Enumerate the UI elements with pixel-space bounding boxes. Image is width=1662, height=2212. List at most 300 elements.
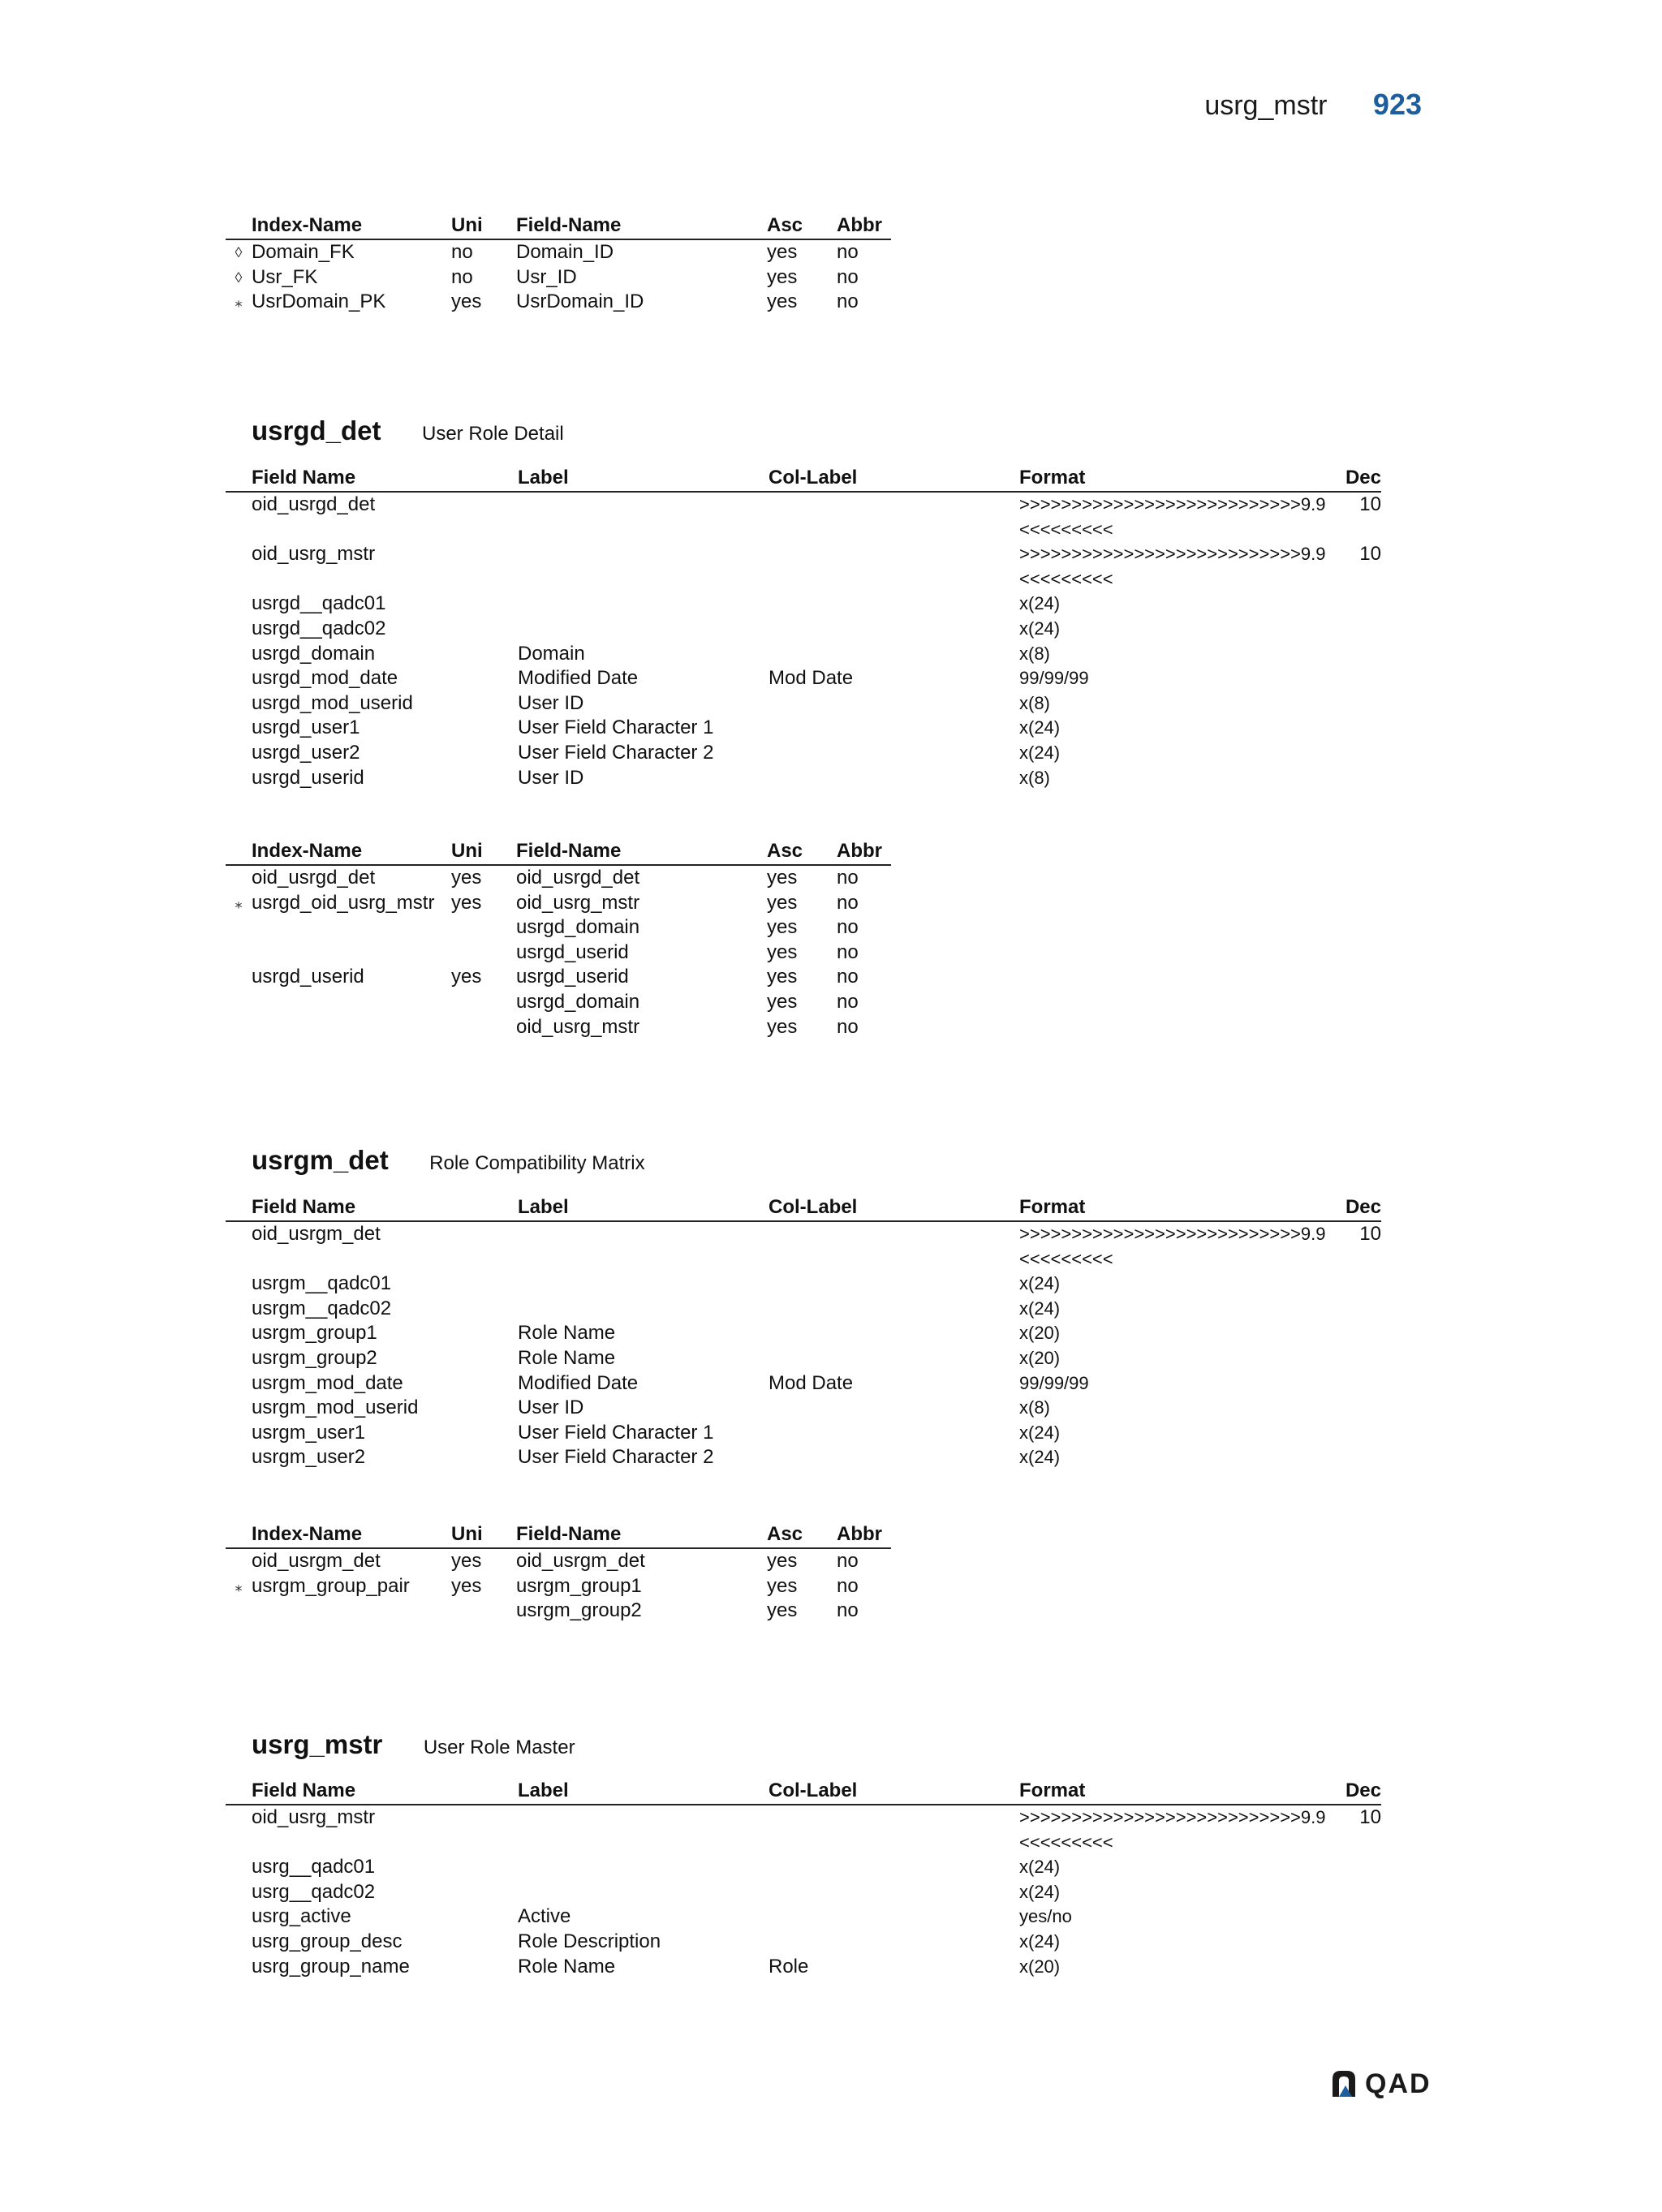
field-label: [518, 542, 769, 592]
abbreviated-flag: no: [837, 1574, 859, 1597]
unique-flag: [451, 1015, 516, 1040]
index-name: UsrDomain_PK: [252, 290, 386, 313]
index-name: usrgd_userid: [252, 966, 364, 988]
field-name: oid_usrgd_det: [252, 493, 376, 515]
field-col-label: [769, 1805, 1019, 1855]
field-decimals: [1326, 741, 1381, 766]
field-col-label: [769, 1855, 1019, 1880]
field-name: usrgm_mod_date: [252, 1371, 403, 1394]
field-row: [226, 1272, 1381, 1297]
row-marker: [226, 1445, 252, 1470]
ascending-flag: yes: [767, 290, 798, 313]
abbreviated-flag: no: [837, 966, 859, 988]
unique-flag: yes: [451, 966, 482, 988]
col-header-col-label: Col-Label: [769, 1194, 1019, 1221]
row-marker: [226, 1599, 252, 1624]
ascending-flag: yes: [767, 966, 798, 988]
field-label: [518, 1855, 769, 1880]
ascending-flag: yes: [767, 265, 798, 288]
field-format: x(20): [1019, 1956, 1061, 1977]
field-format: >>>>>>>>>>>>>>>>>>>>>>>>>>>9.9<<<<<<<<<: [1019, 544, 1326, 589]
abbreviated-flag: no: [837, 265, 859, 288]
table-name: usrg_mstr: [252, 1729, 383, 1759]
header-row: [226, 838, 891, 865]
field-row: [226, 1221, 1381, 1272]
field-decimals: [1326, 1904, 1381, 1930]
field-table-usrg-mstr: [226, 1778, 1381, 1979]
field-name: usrgm_mod_userid: [252, 1396, 419, 1419]
index-name: oid_usrgm_det: [252, 1550, 381, 1572]
ascending-flag: yes: [767, 940, 798, 963]
field-col-label: [769, 766, 1019, 791]
field-format: x(24): [1019, 618, 1061, 639]
row-marker: [226, 1805, 252, 1855]
abbreviated-flag: no: [837, 1550, 859, 1572]
abbreviated-flag: no: [837, 1599, 859, 1622]
field-format: x(20): [1019, 1347, 1061, 1368]
header-row: [226, 1778, 1381, 1805]
field-label: [518, 492, 769, 542]
field-format: x(24): [1019, 1857, 1061, 1878]
field-label: [518, 592, 769, 617]
field-name: oid_usrg_mstr: [252, 1806, 376, 1828]
qad-logo-icon: [1328, 2068, 1360, 2100]
col-header-label: Label: [518, 1194, 769, 1221]
field-format: x(24): [1019, 1881, 1061, 1902]
ascending-flag: yes: [767, 1550, 798, 1572]
field-col-label: [769, 1221, 1019, 1272]
field-col-label: [769, 1930, 1019, 1955]
field-row: [226, 666, 1381, 691]
header-row: [226, 465, 1381, 492]
field-decimals: [1326, 1297, 1381, 1322]
field-format: x(24): [1019, 593, 1061, 614]
field-col-label: Mod Date: [769, 1371, 854, 1394]
field-row: [226, 766, 1381, 791]
row-marker: [226, 1396, 252, 1421]
field-name: oid_usrgm_det: [252, 1223, 381, 1245]
field-decimals: 10: [1359, 543, 1381, 566]
field-format: x(24): [1019, 1930, 1061, 1952]
field-decimals: [1326, 642, 1381, 667]
field-decimals: 10: [1359, 493, 1381, 515]
index-row: [226, 265, 891, 290]
field-decimals: [1326, 1272, 1381, 1297]
field-row: [226, 1371, 1381, 1396]
col-header-abbr: Abbr: [837, 1521, 891, 1548]
field-name: usrgd_mod_date: [252, 667, 398, 690]
abbreviated-flag: no: [837, 867, 859, 889]
field-col-label: [769, 1346, 1019, 1371]
col-header-field-name: Field-Name: [516, 838, 767, 865]
field-name: usrgd__qadc01: [252, 592, 386, 615]
field-decimals: [1326, 1955, 1381, 1980]
field-decimals: 10: [1359, 1806, 1381, 1828]
field-name: Usr_ID: [516, 265, 577, 288]
field-row: [226, 1955, 1381, 1980]
foreign-key-marker: ◊: [235, 269, 243, 286]
abbreviated-flag: no: [837, 916, 859, 939]
field-row: [226, 542, 1381, 592]
index-table-usrgd-det: [226, 838, 891, 1039]
field-name: usrgd_userid: [516, 966, 629, 988]
field-decimals: [1326, 1321, 1381, 1346]
running-header: [0, 88, 1422, 122]
field-format: x(24): [1019, 1298, 1061, 1319]
col-header-field-name: Field Name: [252, 1194, 518, 1221]
row-marker: [226, 1421, 252, 1446]
field-label: User Field Character 2: [518, 1446, 714, 1469]
field-format: x(24): [1019, 742, 1061, 763]
field-format: x(24): [1019, 717, 1061, 738]
field-name: usrg__qadc01: [252, 1856, 376, 1878]
col-header-field-name: Field-Name: [516, 213, 767, 239]
table-heading-usrgd-det: [252, 415, 564, 446]
field-format: >>>>>>>>>>>>>>>>>>>>>>>>>>>9.9<<<<<<<<<: [1019, 1224, 1326, 1269]
row-marker: [226, 865, 252, 891]
marker-header: [226, 213, 252, 239]
row-marker: [226, 990, 252, 1015]
col-header-label: Label: [518, 465, 769, 492]
field-label: Role Name: [518, 1346, 616, 1369]
field-decimals: 10: [1359, 1223, 1381, 1245]
field-col-label: [769, 1445, 1019, 1470]
field-row: [226, 1930, 1381, 1955]
field-name: oid_usrgd_det: [516, 867, 640, 889]
index-name: [252, 990, 451, 1015]
field-row: [226, 1805, 1381, 1855]
row-marker: [226, 542, 252, 592]
field-row: [226, 1904, 1381, 1930]
index-row: [226, 990, 891, 1015]
field-label: [518, 1805, 769, 1855]
field-name: usrgm_user2: [252, 1446, 366, 1469]
field-label: Role Name: [518, 1955, 616, 1977]
field-col-label: [769, 1880, 1019, 1905]
row-marker: [226, 1221, 252, 1272]
field-decimals: [1326, 716, 1381, 741]
index-name: Domain_FK: [252, 241, 355, 263]
index-name: [252, 1599, 451, 1624]
abbreviated-flag: no: [837, 990, 859, 1013]
field-format: yes/no: [1019, 1906, 1072, 1927]
row-marker: [226, 1297, 252, 1322]
field-decimals: [1326, 1930, 1381, 1955]
table-heading-usrgm-det: [252, 1145, 645, 1176]
index-name: oid_usrgd_det: [252, 867, 376, 889]
qad-logo: [1328, 2068, 1432, 2100]
unique-flag: yes: [451, 1550, 482, 1572]
field-name: Domain_ID: [516, 241, 614, 263]
index-row: [226, 940, 891, 966]
abbreviated-flag: no: [837, 290, 859, 313]
marker-header: [226, 838, 252, 865]
unique-flag: [451, 990, 516, 1015]
col-header-abbr: Abbr: [837, 838, 891, 865]
field-format: x(8): [1019, 643, 1050, 664]
header-row: [226, 1521, 891, 1548]
col-header-field-name: Field-Name: [516, 1521, 767, 1548]
field-col-label: [769, 716, 1019, 741]
field-row: [226, 1445, 1381, 1470]
field-decimals: [1326, 666, 1381, 691]
col-header-col-label: Col-Label: [769, 465, 1019, 492]
unique-flag: yes: [451, 290, 482, 313]
ascending-flag: yes: [767, 1599, 798, 1622]
field-label: [518, 617, 769, 642]
field-row: [226, 1880, 1381, 1905]
unique-flag: [451, 1599, 516, 1624]
field-col-label: [769, 592, 1019, 617]
abbreviated-flag: no: [837, 891, 859, 914]
row-marker: [226, 1015, 252, 1040]
field-label: User Field Character 1: [518, 1421, 714, 1444]
index-name: [252, 940, 451, 966]
index-row: [226, 1574, 891, 1599]
col-header-asc: Asc: [767, 213, 837, 239]
field-row: [226, 642, 1381, 667]
field-row: [226, 691, 1381, 717]
index-name: usrgd_oid_usrg_mstr: [252, 891, 435, 914]
unique-flag: yes: [451, 891, 482, 914]
ascending-flag: yes: [767, 867, 798, 889]
table-heading-usrg-mstr: [252, 1729, 575, 1760]
field-table-usrgm-det: [226, 1194, 1381, 1470]
ascending-flag: yes: [767, 990, 798, 1013]
logo-wordmark: QAD: [1365, 2068, 1432, 2099]
col-header-field-name: Field Name: [252, 465, 518, 492]
field-col-label: [769, 492, 1019, 542]
field-table-usrgd-det: [226, 465, 1381, 790]
field-decimals: [1326, 1346, 1381, 1371]
col-header-field-name: Field Name: [252, 1778, 518, 1805]
row-marker: [226, 915, 252, 940]
field-col-label: Role: [769, 1955, 809, 1977]
index-name: Usr_FK: [252, 265, 318, 288]
field-format: x(20): [1019, 1323, 1061, 1344]
field-format: >>>>>>>>>>>>>>>>>>>>>>>>>>>9.9<<<<<<<<<: [1019, 1807, 1326, 1853]
row-marker: [226, 1880, 252, 1905]
field-format: x(24): [1019, 1273, 1061, 1294]
field-name: oid_usrg_mstr: [252, 543, 376, 566]
field-row: [226, 617, 1381, 642]
col-header-uni: Uni: [451, 213, 516, 239]
field-name: usrgm__qadc02: [252, 1297, 392, 1319]
field-format: 99/99/99: [1019, 668, 1089, 689]
index-row: [226, 239, 891, 265]
field-name: usrg_group_desc: [252, 1930, 403, 1952]
field-decimals: [1326, 1880, 1381, 1905]
field-col-label: [769, 1297, 1019, 1322]
field-col-label: Mod Date: [769, 667, 854, 690]
row-marker: [226, 1855, 252, 1880]
col-header-label: Label: [518, 1778, 769, 1805]
row-marker: [226, 1955, 252, 1980]
row-marker: [226, 666, 252, 691]
field-name: oid_usrg_mstr: [516, 1015, 640, 1038]
field-row: [226, 741, 1381, 766]
marker-header: [226, 1778, 252, 1805]
field-decimals: [1326, 766, 1381, 791]
field-label: Active: [518, 1905, 571, 1928]
field-label: User Field Character 1: [518, 717, 714, 739]
field-row: [226, 1297, 1381, 1322]
primary-key-marker: ⁎: [235, 1577, 243, 1594]
field-name: usrg_active: [252, 1905, 351, 1928]
primary-key-marker: ⁎: [235, 894, 243, 911]
row-marker: [226, 1371, 252, 1396]
field-name: usrgd_domain: [516, 916, 640, 939]
row-marker: [226, 1904, 252, 1930]
marker-header: [226, 1194, 252, 1221]
field-name: usrgd_mod_userid: [252, 691, 413, 714]
row-marker: [226, 1321, 252, 1346]
foreign-key-marker: ◊: [235, 244, 243, 260]
field-name: usrgd_domain: [252, 642, 376, 665]
field-format: x(8): [1019, 1397, 1050, 1418]
field-col-label: [769, 691, 1019, 717]
unique-flag: yes: [451, 867, 482, 889]
col-header-uni: Uni: [451, 1521, 516, 1548]
field-label: Modified Date: [518, 667, 639, 690]
field-label: User ID: [518, 1396, 584, 1419]
field-name: UsrDomain_ID: [516, 290, 644, 313]
table-name: usrgm_det: [252, 1145, 389, 1175]
field-label: [518, 1880, 769, 1905]
index-table-usrgm-det: [226, 1521, 891, 1624]
field-name: usrgm_user1: [252, 1421, 366, 1444]
col-header-index-name: Index-Name: [252, 838, 451, 865]
col-header-format: Format: [1019, 1778, 1326, 1805]
header-row: [226, 213, 891, 239]
field-label: User ID: [518, 766, 584, 789]
field-decimals: [1326, 1855, 1381, 1880]
field-format: x(8): [1019, 767, 1050, 788]
index-row: [226, 891, 891, 916]
col-header-uni: Uni: [451, 838, 516, 865]
field-row: [226, 1855, 1381, 1880]
row-marker: [226, 965, 252, 990]
row-marker: [226, 642, 252, 667]
field-col-label: [769, 642, 1019, 667]
field-label: [518, 1221, 769, 1272]
table-description: Role Compatibility Matrix: [429, 1152, 645, 1174]
field-format: x(8): [1019, 692, 1050, 713]
unique-flag: yes: [451, 1574, 482, 1597]
field-row: [226, 716, 1381, 741]
marker-header: [226, 465, 252, 492]
field-label: [518, 1272, 769, 1297]
table-description: User Role Master: [423, 1736, 575, 1758]
field-col-label: [769, 741, 1019, 766]
field-name: usrgm__qadc01: [252, 1272, 392, 1295]
field-row: [226, 1346, 1381, 1371]
field-col-label: [769, 1421, 1019, 1446]
index-row: [226, 1548, 891, 1574]
field-label: User ID: [518, 691, 584, 714]
field-name: usrgm_group2: [516, 1599, 642, 1622]
page-number: 923: [1372, 88, 1422, 121]
field-label: Modified Date: [518, 1371, 639, 1394]
field-name: usrgd_user2: [252, 741, 360, 764]
index-row: [226, 965, 891, 990]
ascending-flag: yes: [767, 891, 798, 914]
row-marker: [226, 592, 252, 617]
field-label: Domain: [518, 642, 585, 665]
ascending-flag: yes: [767, 241, 798, 263]
field-col-label: [769, 1904, 1019, 1930]
primary-key-marker: ⁎: [235, 294, 243, 311]
row-marker: [226, 940, 252, 966]
field-decimals: [1326, 592, 1381, 617]
field-name: oid_usrg_mstr: [516, 891, 640, 914]
abbreviated-flag: no: [837, 940, 859, 963]
field-decimals: [1326, 1421, 1381, 1446]
field-label: Role Description: [518, 1930, 661, 1952]
col-header-dec: Dec: [1326, 1778, 1381, 1805]
field-name: usrgd_userid: [252, 766, 364, 789]
index-row: [226, 865, 891, 891]
field-name: usrgm_group1: [516, 1574, 642, 1597]
ascending-flag: yes: [767, 916, 798, 939]
row-marker: [226, 1930, 252, 1955]
col-header-index-name: Index-Name: [252, 1521, 451, 1548]
row-marker: [226, 691, 252, 717]
field-name: usrgd__qadc02: [252, 617, 386, 639]
field-name: usrg_group_name: [252, 1955, 410, 1977]
index-row: [226, 1599, 891, 1624]
field-label: [518, 1297, 769, 1322]
index-table-continued: [226, 213, 891, 315]
row-marker: [226, 716, 252, 741]
col-header-dec: Dec: [1326, 465, 1381, 492]
row-marker: [226, 492, 252, 542]
field-format: x(24): [1019, 1447, 1061, 1468]
col-header-abbr: Abbr: [837, 213, 891, 239]
field-label: Role Name: [518, 1322, 616, 1345]
unique-flag: no: [451, 265, 473, 288]
field-name: usrgm_group1: [252, 1322, 377, 1345]
row-marker: [226, 617, 252, 642]
field-name: usrg__qadc02: [252, 1880, 376, 1903]
col-header-asc: Asc: [767, 838, 837, 865]
field-row: [226, 492, 1381, 542]
unique-flag: [451, 940, 516, 966]
row-marker: [226, 1272, 252, 1297]
field-name: oid_usrgm_det: [516, 1550, 645, 1572]
index-row: [226, 915, 891, 940]
row-marker: [226, 1346, 252, 1371]
col-header-index-name: Index-Name: [252, 213, 451, 239]
field-name: usrgm_group2: [252, 1346, 377, 1369]
ascending-flag: yes: [767, 1574, 798, 1597]
field-format: 99/99/99: [1019, 1372, 1089, 1393]
running-header-title: usrg_mstr: [1204, 90, 1328, 121]
field-row: [226, 1396, 1381, 1421]
field-col-label: [769, 1396, 1019, 1421]
field-decimals: [1326, 1371, 1381, 1396]
row-marker: [226, 741, 252, 766]
field-name: usrgd_user1: [252, 717, 360, 739]
field-decimals: [1326, 691, 1381, 717]
field-col-label: [769, 1321, 1019, 1346]
field-row: [226, 1421, 1381, 1446]
unique-flag: no: [451, 241, 473, 263]
field-row: [226, 1321, 1381, 1346]
col-header-asc: Asc: [767, 1521, 837, 1548]
abbreviated-flag: no: [837, 241, 859, 263]
index-name: [252, 1015, 451, 1040]
